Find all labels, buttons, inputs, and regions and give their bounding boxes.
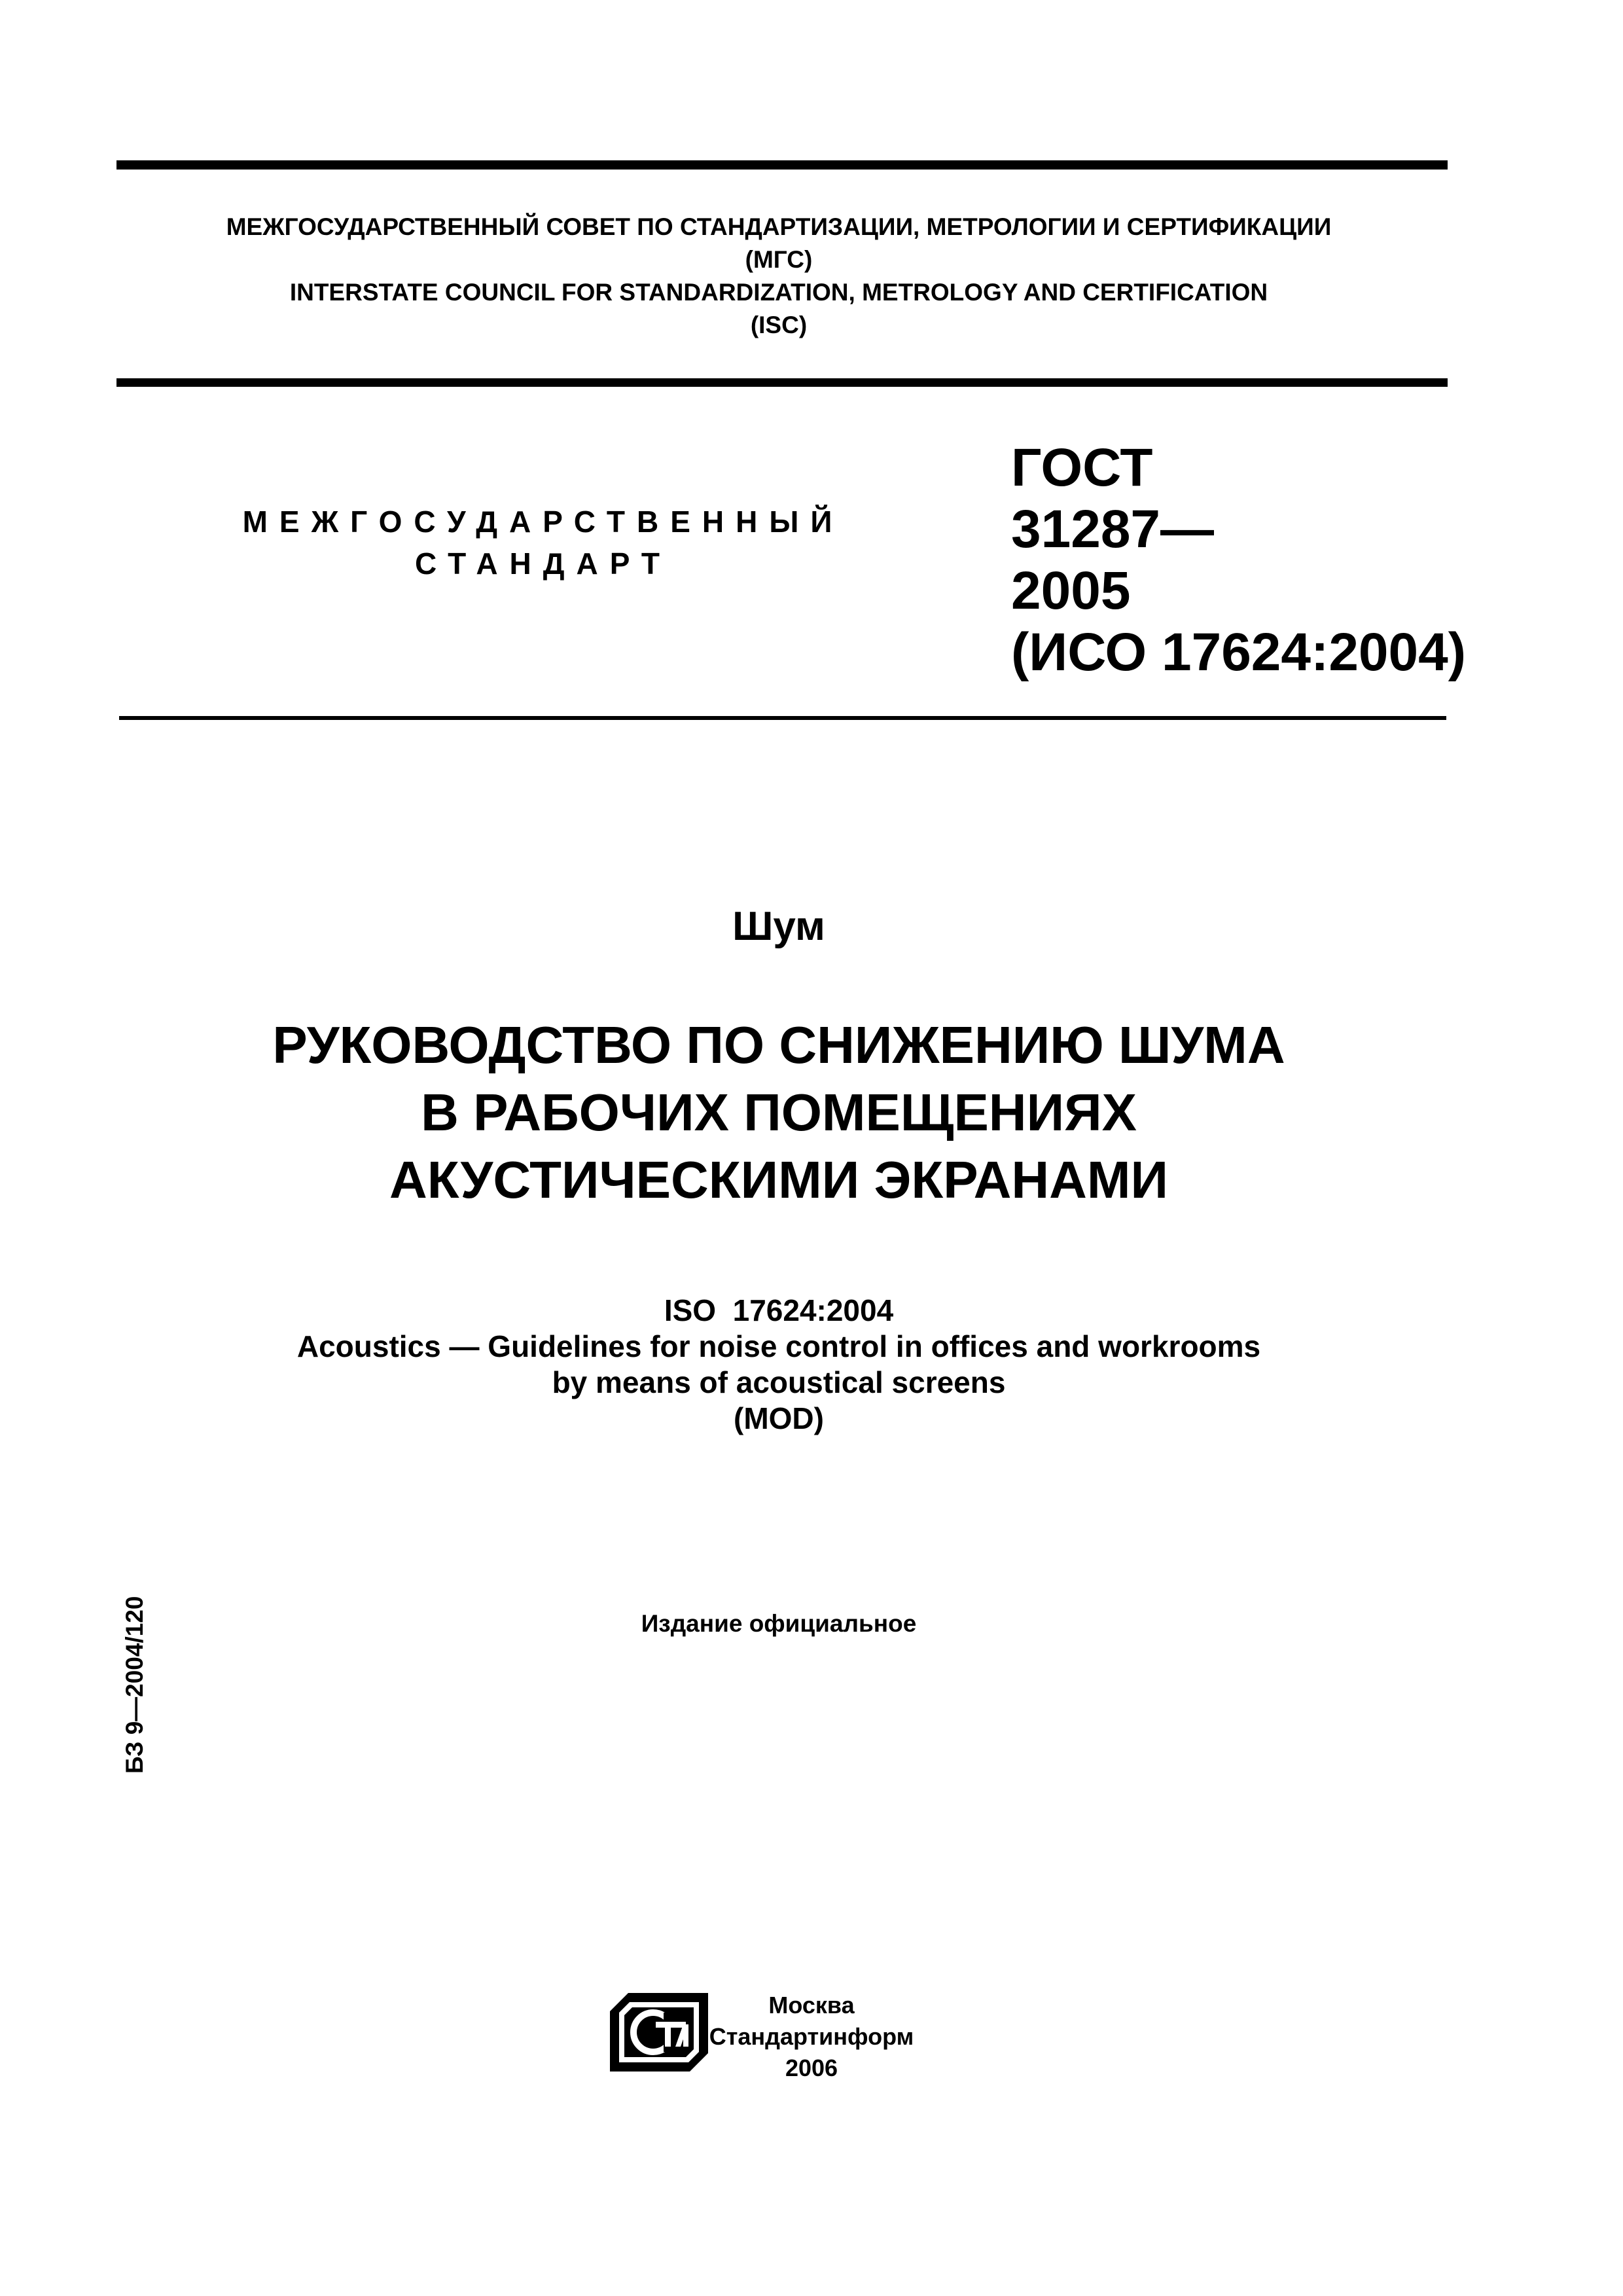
designation-line2: 31287—	[1011, 499, 1215, 559]
designation	[1011, 437, 1466, 683]
main-title-line2: В РАБОЧИХ ПОМЕЩЕНИЯХ	[421, 1083, 1137, 1141]
publisher-year: 2006	[785, 2054, 838, 2081]
subject-title: Шум	[732, 904, 825, 949]
side-code: БЗ 9—2004/120	[121, 1596, 148, 1774]
publisher-block	[707, 1990, 916, 2084]
top-rule	[116, 160, 1448, 170]
main-title	[118, 1011, 1440, 1213]
main-title-line3: АКУСТИЧЕСКИМИ ЭКРАНАМИ	[389, 1151, 1169, 1209]
standard-type-line1: МЕЖГОСУДАРСТВЕННЫЙ	[242, 505, 844, 539]
edition-label: Издание официальное	[641, 1610, 917, 1637]
iso-mod: (MOD)	[734, 1401, 824, 1435]
publisher-logo	[610, 1993, 708, 2072]
designation-line3: 2005	[1011, 561, 1131, 620]
standard-type-line2: СТАНДАРТ	[415, 547, 671, 581]
publisher-name: Стандартинформ	[709, 2023, 914, 2050]
iso-reference	[118, 1293, 1440, 1437]
section-rule	[119, 716, 1446, 720]
council-en: INTERSTATE COUNCIL FOR STANDARDIZATION, METROLOGY AND CERTIFICATION	[289, 279, 1268, 306]
designation-line4: (ИСО 17624:2004)	[1011, 622, 1467, 682]
iso-number: ISO 17624:2004	[664, 1293, 894, 1327]
council-block	[118, 211, 1440, 342]
header-rule	[116, 378, 1448, 387]
council-en-abbr: (ISC)	[750, 312, 808, 338]
standard-type	[216, 501, 870, 584]
council-ru-abbr: (МГС)	[745, 246, 813, 273]
iso-title-line1: Acoustics — Guidelines for noise control in offices and workrooms	[296, 1329, 1261, 1363]
publisher-city: Москва	[768, 1992, 855, 2018]
iso-title-line2: by means of acoustical screens	[552, 1365, 1006, 1399]
designation-line1: ГОСТ	[1011, 438, 1153, 497]
council-ru: МЕЖГОСУДАРСТВЕННЫЙ СОВЕТ ПО СТАНДАРТИЗАЦИИ, МЕТРОЛОГИИ И СЕРТИФИКАЦИИ	[226, 213, 1332, 240]
main-title-line1: РУКОВОДСТВО ПО СНИЖЕНИЮ ШУМА	[272, 1016, 1285, 1074]
